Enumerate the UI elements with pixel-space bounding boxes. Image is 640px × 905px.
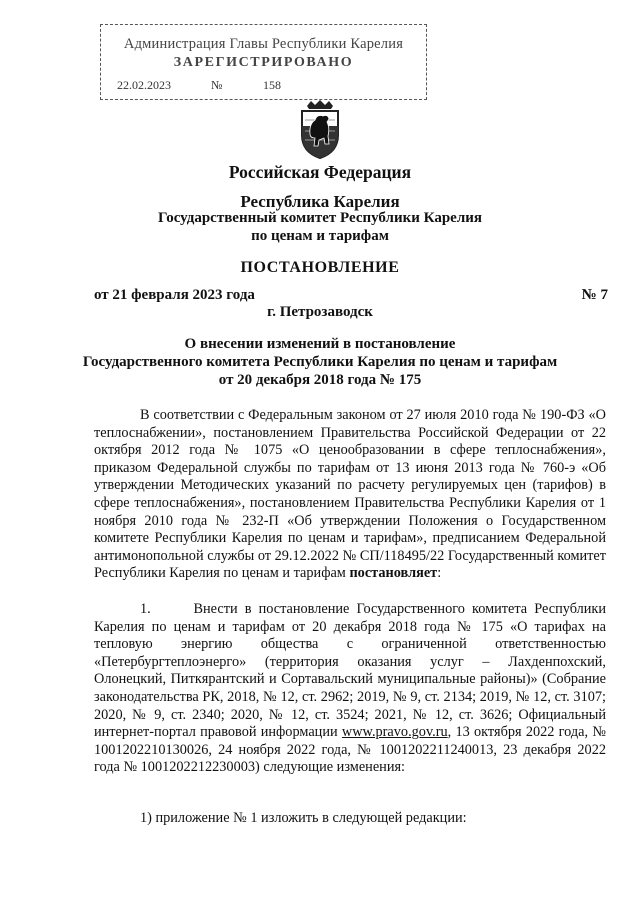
document-date: от 21 февраля 2023 года — [94, 287, 255, 303]
stamp-authority: Администрация Главы Республики Карелия — [123, 36, 404, 52]
item-1-paragraph — [94, 601, 606, 777]
title-line1: О внесении изменений в постановление — [184, 336, 456, 352]
stamp-date: 22.02.2023 — [117, 78, 171, 92]
stamp-registered: ЗАРЕГИСТРИРОВАНО — [173, 55, 354, 70]
subitem-1: 1) приложение № 1 изложить в следующей редакции: — [140, 810, 467, 826]
preamble-text: В соответствии с Федеральным законом от 27 июля 2010 года № 190-ФЗ «О теплоснабжении», постановлением Правительства Российской Федерации от 22 октября 2012 года № 1075 «О ценообразовании в сфере теплоснабжения», приказом Федеральной службы по тарифам от 13 июня 2013 года № 760-э «Об утверждении Методических указаний по расчету регулируемых цен (тарифов) в сфере теплоснабжения», постановлением Правительства Республики Карелия от 1 ноября 2010 года № 232-П «Об утверждении Положения о Государственном комитете Республики Карелия по ценам и тарифам», предписанием Федеральной антимонопольной службы от 29.12.2022 № СП/118495/22 Государственный комитет Республики Карелия по ценам и тарифам — [94, 407, 606, 582]
stamp-number-label: № — [211, 78, 223, 92]
item-1-text-end: , 13 октября 2022 года, № 1001202210130026, 24 ноября 2022 года, № 1001202211240013, 23 декабря 2022 года № 1001202212230003) следующие изменения: — [94, 724, 606, 776]
title-line2: Государственного комитета Республики Карелия по ценам и тарифам — [82, 354, 558, 370]
karelia-coat-of-arms-icon — [295, 100, 345, 160]
item-1-text: Внести в постановление Государственного комитета Республики Карелия по ценам и тарифам от 20 декабря 2018 года № 175 «О тарифах на тепловую энергию общества с ограниченной ответственностью «Петербургтеплоэнерго» (территория оказания услуг – Лахденпохский, Олонецкий, Питкярантский и Сортавальский муниципальные районы)» (Собрание законодательства РК, 2018, № 12, ст. 2962; 2019, № 9, ст. 2134; 2019, № 12, ст. 3107; 2020, № 9, ст. 2340; 2020, № 12, ст. 3524; 2021, № 12, ст. 3626; Официальный интернет-портал правовой информации — [94, 601, 606, 741]
committee-heading-line2: по ценам и тарифам — [251, 228, 389, 244]
stamp-number: 158 — [263, 78, 281, 92]
document-type: ПОСТАНОВЛЕНИЕ — [240, 259, 400, 276]
document-city: г. Петрозаводск — [267, 304, 373, 320]
republic-heading: Республика Карелия — [240, 192, 400, 211]
item-1-number: 1. — [140, 601, 151, 617]
committee-heading-line1: Государственный комитет Республики Карелия — [158, 210, 482, 226]
preamble-decree-word: постановляет — [349, 565, 438, 582]
title-line3: от 20 декабря 2018 года № 175 — [218, 372, 422, 388]
registration-stamp — [100, 24, 427, 100]
preamble-colon: : — [437, 565, 442, 582]
pravo-gov-link[interactable]: www.pravo.gov.ru — [341, 724, 448, 741]
country-heading: Российская Федерация — [228, 162, 412, 182]
preamble-paragraph — [94, 407, 606, 583]
document-number: № 7 — [581, 287, 608, 303]
